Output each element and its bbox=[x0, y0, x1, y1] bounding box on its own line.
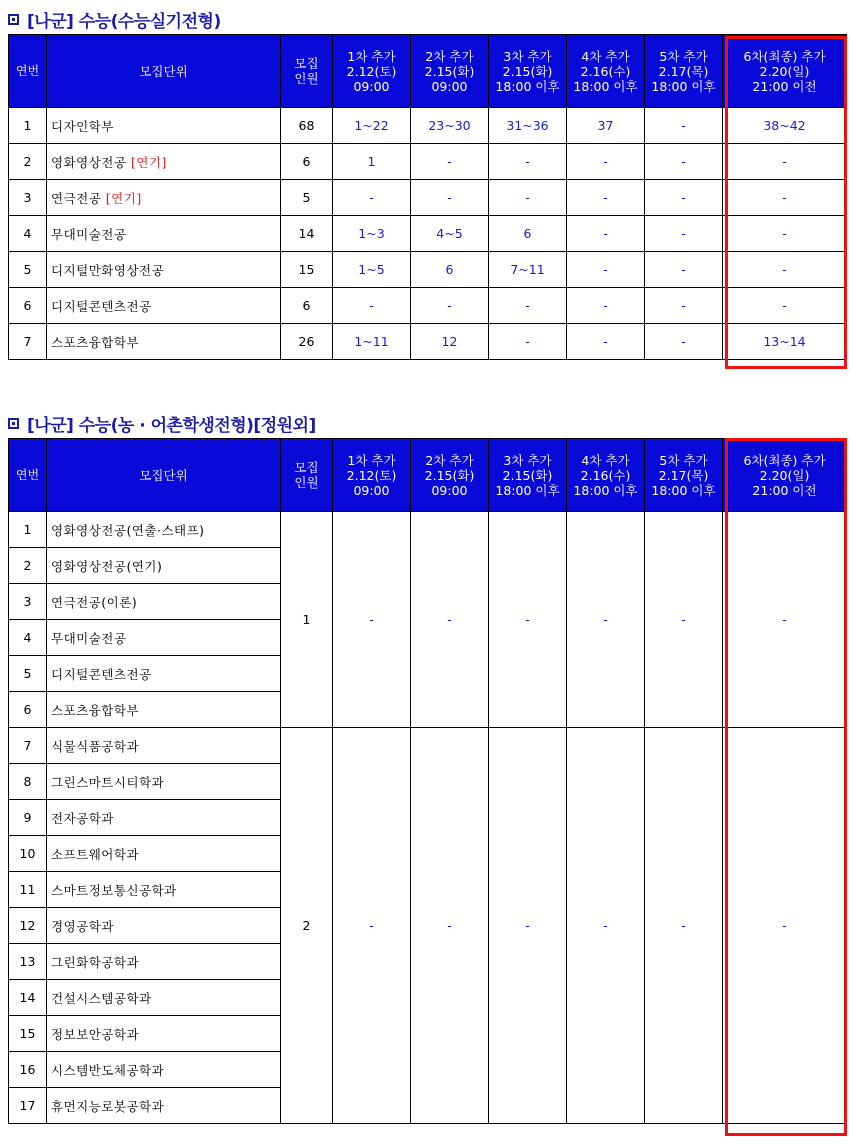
row-number: 11 bbox=[9, 872, 47, 908]
round-5-value: - bbox=[645, 144, 723, 180]
unit-name: 시스템반도체공학과 bbox=[47, 1052, 281, 1088]
round-1-value: - bbox=[333, 512, 411, 728]
row-number: 4 bbox=[9, 216, 47, 252]
round-1-value: 1~22 bbox=[333, 108, 411, 144]
section-title: [나군] 수능(수능실기전형) bbox=[8, 4, 846, 34]
unit-name: 연극전공(이론) bbox=[47, 584, 281, 620]
round-2-value: - bbox=[411, 180, 489, 216]
round-4-value: - bbox=[567, 324, 645, 360]
section-title: [나군] 수능(농 · 어촌학생전형)[정원외] bbox=[8, 408, 846, 438]
round-3-value: - bbox=[489, 288, 567, 324]
header-count: 모집 인원 bbox=[281, 35, 333, 108]
round-4-value: - bbox=[567, 180, 645, 216]
row-number: 14 bbox=[9, 980, 47, 1016]
round-6-value: 38~42 bbox=[723, 108, 847, 144]
header-round-6-final: 6차(최종) 추가 2.20(일) 21:00 이전 bbox=[723, 35, 847, 108]
unit-label: 디지털만화영상전공 bbox=[51, 262, 165, 278]
recruit-count: 1 bbox=[281, 512, 333, 728]
round-4-value: - bbox=[567, 216, 645, 252]
round-2-value: 12 bbox=[411, 324, 489, 360]
table-row bbox=[9, 728, 847, 764]
round-5-value: - bbox=[645, 512, 723, 728]
unit-label: 영화영상전공 bbox=[51, 154, 127, 170]
unit-tag: [연기] bbox=[105, 190, 142, 206]
unit-name bbox=[47, 180, 281, 216]
round-1-value: 1 bbox=[333, 144, 411, 180]
unit-name bbox=[47, 216, 281, 252]
round-5-value: - bbox=[645, 180, 723, 216]
round-6-value: - bbox=[723, 144, 847, 180]
unit-name: 건설시스템공학과 bbox=[47, 980, 281, 1016]
unit-name: 그린스마트시티학과 bbox=[47, 764, 281, 800]
round-6-value: - bbox=[723, 180, 847, 216]
round-6-value: - bbox=[723, 252, 847, 288]
table-row bbox=[9, 288, 847, 324]
row-number: 1 bbox=[9, 512, 47, 548]
unit-name: 전자공학과 bbox=[47, 800, 281, 836]
header-no: 연번 bbox=[9, 35, 47, 108]
square-bullet-icon bbox=[8, 418, 19, 429]
round-4-value: - bbox=[567, 512, 645, 728]
header-no: 연번 bbox=[9, 439, 47, 512]
square-bullet-icon bbox=[8, 14, 19, 25]
round-3-value: - bbox=[489, 180, 567, 216]
unit-name: 무대미술전공 bbox=[47, 620, 281, 656]
recruit-count: 2 bbox=[281, 728, 333, 1124]
header-round-5: 5차 추가 2.17(목) 18:00 이후 bbox=[645, 35, 723, 108]
table-row bbox=[9, 512, 847, 548]
round-6-value: - bbox=[723, 728, 847, 1124]
unit-label: 스포츠융합학부 bbox=[51, 334, 140, 350]
unit-tag: [연기] bbox=[130, 154, 167, 170]
row-number: 3 bbox=[9, 180, 47, 216]
unit-name: 디지털콘텐츠전공 bbox=[47, 656, 281, 692]
row-number: 16 bbox=[9, 1052, 47, 1088]
unit-name bbox=[47, 252, 281, 288]
unit-name: 스포츠융합학부 bbox=[47, 692, 281, 728]
round-1-value: 1~3 bbox=[333, 216, 411, 252]
round-5-value: - bbox=[645, 216, 723, 252]
recruit-count: 6 bbox=[281, 144, 333, 180]
row-number: 5 bbox=[9, 656, 47, 692]
round-4-value: - bbox=[567, 144, 645, 180]
header-round-1: 1차 추가 2.12(토) 09:00 bbox=[333, 35, 411, 108]
recruit-count: 68 bbox=[281, 108, 333, 144]
results-table-1 bbox=[8, 34, 847, 360]
row-number: 15 bbox=[9, 1016, 47, 1052]
header-unit: 모집단위 bbox=[47, 439, 281, 512]
row-number: 10 bbox=[9, 836, 47, 872]
unit-name bbox=[47, 324, 281, 360]
table-header-row bbox=[9, 439, 847, 512]
table-row bbox=[9, 216, 847, 252]
header-count: 모집 인원 bbox=[281, 439, 333, 512]
round-3-value: 7~11 bbox=[489, 252, 567, 288]
unit-label: 디자인학부 bbox=[51, 118, 114, 134]
header-round-2: 2차 추가 2.15(화) 09:00 bbox=[411, 35, 489, 108]
row-number: 8 bbox=[9, 764, 47, 800]
unit-name: 휴먼지능로봇공학과 bbox=[47, 1088, 281, 1124]
round-2-value: - bbox=[411, 144, 489, 180]
recruit-count: 6 bbox=[281, 288, 333, 324]
unit-name bbox=[47, 288, 281, 324]
round-4-value: - bbox=[567, 728, 645, 1124]
round-5-value: - bbox=[645, 728, 723, 1124]
round-2-value: 4~5 bbox=[411, 216, 489, 252]
unit-name: 스마트정보통신공학과 bbox=[47, 872, 281, 908]
header-round-3: 3차 추가 2.15(화) 18:00 이후 bbox=[489, 35, 567, 108]
round-3-value: - bbox=[489, 728, 567, 1124]
round-6-value: - bbox=[723, 512, 847, 728]
round-1-value: 1~5 bbox=[333, 252, 411, 288]
recruit-count: 15 bbox=[281, 252, 333, 288]
round-3-value: - bbox=[489, 512, 567, 728]
round-3-value: 31~36 bbox=[489, 108, 567, 144]
unit-name: 영화영상전공(연출·스태프) bbox=[47, 512, 281, 548]
header-round-6-final: 6차(최종) 추가 2.20(일) 21:00 이전 bbox=[723, 439, 847, 512]
unit-label: 디지털콘텐츠전공 bbox=[51, 298, 152, 314]
row-number: 1 bbox=[9, 108, 47, 144]
round-6-value: 13~14 bbox=[723, 324, 847, 360]
round-2-value: 6 bbox=[411, 252, 489, 288]
unit-name: 영화영상전공(연기) bbox=[47, 548, 281, 584]
round-2-value: 23~30 bbox=[411, 108, 489, 144]
section-suneung-practical bbox=[8, 4, 846, 360]
round-2-value: - bbox=[411, 288, 489, 324]
table-row bbox=[9, 144, 847, 180]
round-2-value: - bbox=[411, 728, 489, 1124]
round-4-value: - bbox=[567, 252, 645, 288]
unit-name bbox=[47, 144, 281, 180]
recruit-count: 14 bbox=[281, 216, 333, 252]
table-row bbox=[9, 252, 847, 288]
round-2-value: - bbox=[411, 512, 489, 728]
round-4-value: - bbox=[567, 288, 645, 324]
table-row bbox=[9, 108, 847, 144]
section-rural-students bbox=[8, 408, 846, 1124]
row-number: 7 bbox=[9, 324, 47, 360]
header-round-4: 4차 추가 2.16(수) 18:00 이후 bbox=[567, 35, 645, 108]
round-3-value: 6 bbox=[489, 216, 567, 252]
round-1-value: 1~11 bbox=[333, 324, 411, 360]
row-number: 17 bbox=[9, 1088, 47, 1124]
round-5-value: - bbox=[645, 252, 723, 288]
results-table-2 bbox=[8, 438, 847, 1124]
unit-label: 무대미술전공 bbox=[51, 226, 127, 242]
round-3-value: - bbox=[489, 324, 567, 360]
round-1-value: - bbox=[333, 288, 411, 324]
row-number: 6 bbox=[9, 692, 47, 728]
round-5-value: - bbox=[645, 324, 723, 360]
round-1-value: - bbox=[333, 728, 411, 1124]
header-round-4: 4차 추가 2.16(수) 18:00 이후 bbox=[567, 439, 645, 512]
row-number: 13 bbox=[9, 944, 47, 980]
row-number: 2 bbox=[9, 548, 47, 584]
round-6-value: - bbox=[723, 216, 847, 252]
header-round-3: 3차 추가 2.15(화) 18:00 이후 bbox=[489, 439, 567, 512]
row-number: 3 bbox=[9, 584, 47, 620]
table-row bbox=[9, 324, 847, 360]
unit-name: 정보보안공학과 bbox=[47, 1016, 281, 1052]
row-number: 7 bbox=[9, 728, 47, 764]
table-row bbox=[9, 180, 847, 216]
round-1-value: - bbox=[333, 180, 411, 216]
header-round-2: 2차 추가 2.15(화) 09:00 bbox=[411, 439, 489, 512]
row-number: 9 bbox=[9, 800, 47, 836]
unit-label: 연극전공 bbox=[51, 190, 102, 206]
row-number: 5 bbox=[9, 252, 47, 288]
unit-name: 경영공학과 bbox=[47, 908, 281, 944]
round-5-value: - bbox=[645, 288, 723, 324]
round-4-value: 37 bbox=[567, 108, 645, 144]
unit-name bbox=[47, 108, 281, 144]
unit-name: 식물식품공학과 bbox=[47, 728, 281, 764]
unit-name: 그린화학공학과 bbox=[47, 944, 281, 980]
header-unit: 모집단위 bbox=[47, 35, 281, 108]
row-number: 4 bbox=[9, 620, 47, 656]
round-6-value: - bbox=[723, 288, 847, 324]
recruit-count: 5 bbox=[281, 180, 333, 216]
row-number: 2 bbox=[9, 144, 47, 180]
header-round-5: 5차 추가 2.17(목) 18:00 이후 bbox=[645, 439, 723, 512]
header-round-1: 1차 추가 2.12(토) 09:00 bbox=[333, 439, 411, 512]
round-5-value: - bbox=[645, 108, 723, 144]
round-3-value: - bbox=[489, 144, 567, 180]
unit-name: 소프트웨어학과 bbox=[47, 836, 281, 872]
recruit-count: 26 bbox=[281, 324, 333, 360]
row-number: 6 bbox=[9, 288, 47, 324]
row-number: 12 bbox=[9, 908, 47, 944]
table-header-row bbox=[9, 35, 847, 108]
